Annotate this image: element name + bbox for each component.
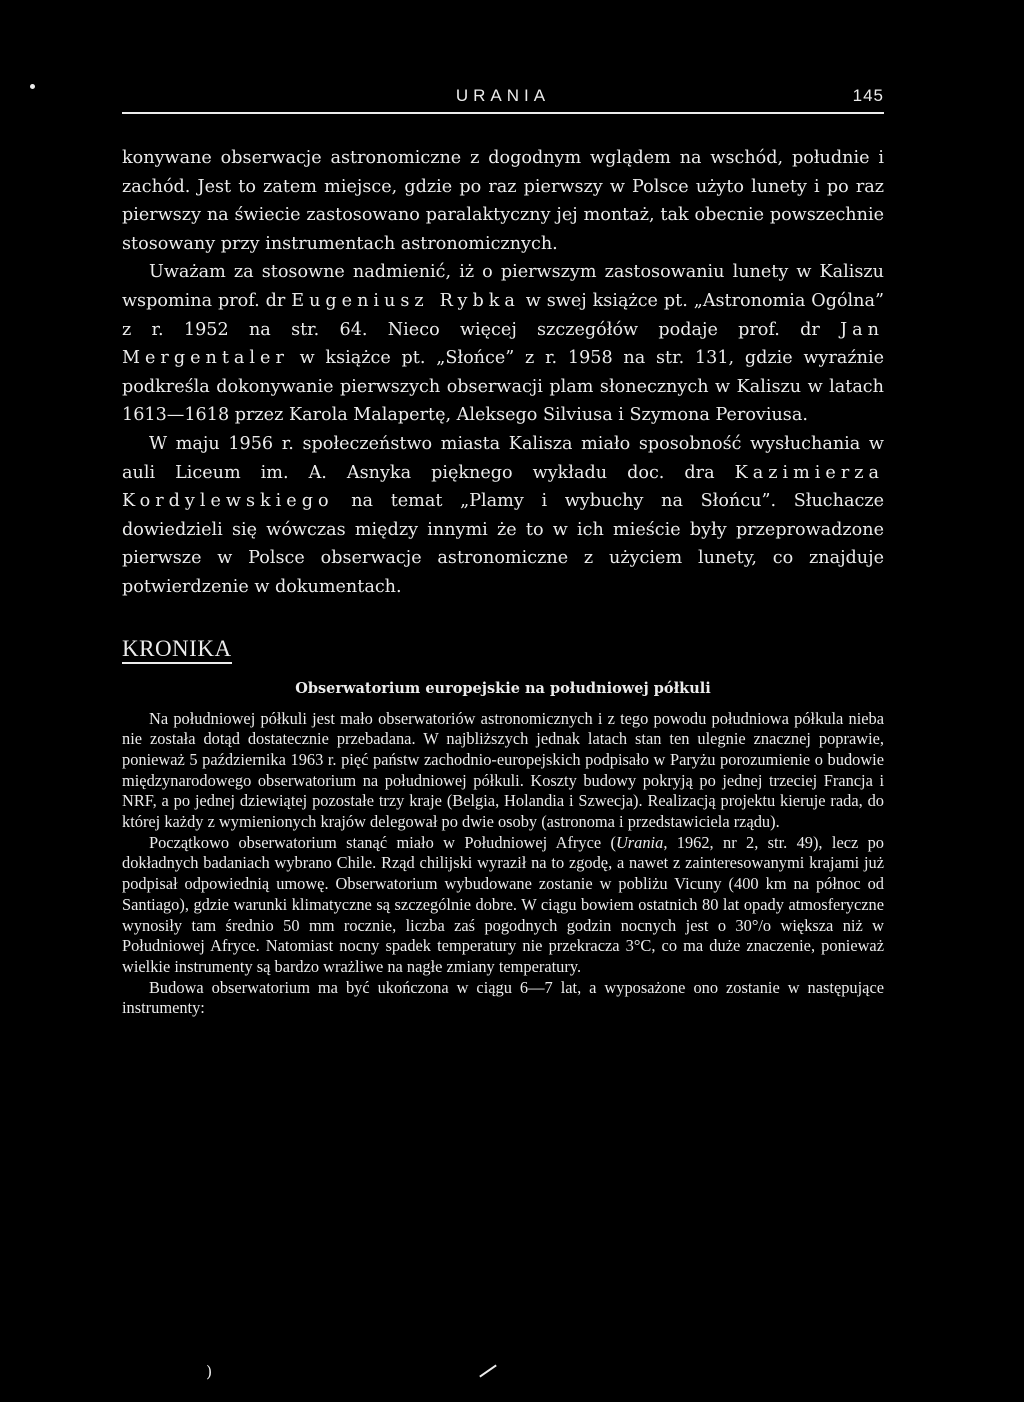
person-name-mergentaler: Jan Mergentaler [122, 319, 884, 369]
paragraph-2-text-a: Uważam za stosowne nadmienić, iż o pierwszym zastosowaniu lunety w Kaliszu wspomina prof. dr [122, 262, 884, 311]
article-continuation [122, 144, 884, 602]
page [122, 86, 884, 1019]
journal-title: URANIA [455, 86, 551, 105]
scan-artifact-glyph: ) [206, 1362, 213, 1381]
paragraph-3 [122, 430, 884, 602]
kronika-paragraph-3: Budowa obserwatorium ma być ukończona w ciągu 6—7 lat, a wyposażone ono zostanie w następujące instrumenty: [122, 977, 884, 1018]
kronika-paragraph-2-text-b: , 1962, nr 2, str. 49), lecz po dokładnych badaniach wybrano Chile. Rząd chilijski wyraził na to zgodę, a nawet z zainteresowanymi krajami już podpisał odpowiednią umowę. Obserwatorium wybudowane zostanie w pobliżu Vicuny (400 km na północ od Santiago), gdzie warunki klimatyczne są szczególnie dobre. W ciągu bowiem ostatnich 80 lat opady atmosferyczne wynosiły tam średnio 50 mm rocznie, liczba zaś pogodnych godzin nocnych jest o 30°/o większa niż w Południowej Afryce. Natomiast nocny spadek temperatury nie przekracza 3°C, co ma duże znaczenie, ponieważ wielkie instrumenty są bardzo wrażliwe na nagłe zmiany temperatury. [122, 832, 885, 976]
paragraph-3-text-a: W maju 1956 r. społeczeństwo miasta Kalisza miało sposobność wysłuchania w auli Liceum im. A. Asnyka pięknego wykładu doc. dra [122, 433, 884, 483]
kronika-paragraph-1: Na południowej półkuli jest mało obserwatoriów astronomicznych i z tego powodu południowa półkula nieba nie została dotąd dostatecznie przebadana. W najbliższych jednak latach stan ten ulegnie znacznej poprawie, ponieważ 5 października 1963 r. pięć państw zachodnio-europejskich podpisało w Paryżu porozumienie o budowie międzynarodowego obserwatorium na południowej półkuli. Koszty budowy pokryją po jednej trzeciej Francja i NRF, a po jednej dziewiątej pozostałe trzy kraje (Belgia, Holandia i Szwecja). Realizacją projektu kieruje rada, do której każdy z wymienionych krajów delegował po dwie osoby (astronoma i przedstawiciela rządu). [122, 708, 884, 832]
kronika-paragraph-2-text-a: Początkowo obserwatorium stanąć miało w Południowej Afryce ( [149, 832, 616, 852]
article-title: Obserwatorium europejskie na południowej półkuli [295, 679, 711, 697]
paragraph-2 [122, 258, 884, 430]
page-number: 145 [852, 86, 884, 105]
paragraph-1: konywane obserwacje astronomiczne z dogodnym wglądem na wschód, południe i zachód. Jest to zatem miejsce, gdzie po raz pierwszy w Polsce użyto lunety i po raz pierwszy na świecie zastosowano paralaktyczny jej montaż, tak obecnie powszechnie stosowany przy instrumentach astronomicznych. [122, 148, 884, 254]
header-rule [122, 112, 884, 114]
paragraph-3-text-b: na temat „Plamy i wybuchy na Słońcu”. Słuchacze dowiedzieli się wówczas między innymi że to w ich mieście były przeprowadzone pierwsze w Polsce obserwacje astronomiczne z użyciem lunety, co znajduje potwierdzenie w dokumentach. [122, 491, 884, 597]
kronika-paragraph-2 [122, 833, 884, 978]
section-heading-text: KRONIKA [122, 636, 232, 664]
paragraph-2-text-b: w swej książce pt. „Astronomia Ogólna” z r. 1952 na str. 64. Nieco więcej szczegółów podaje prof. dr [122, 290, 884, 340]
journal-reference: Urania [615, 832, 664, 852]
person-name-kordylewski: Kazimierza Kordylewskiego [122, 462, 884, 512]
scan-mark [30, 84, 35, 89]
running-header [122, 86, 884, 112]
section-heading [122, 636, 884, 662]
person-name-rybka: Eugeniusz Rybka [291, 290, 520, 311]
paragraph-2-text-c: w książce pt. „Słońce” z r. 1958 na str. 131, gdzie wyraźnie podkreśla dokonywanie pierwszych obserwacji plam słonecznych w Kaliszu w latach 1613—1618 przez Karola Malapertę, Aleksego Silviusa i Szymona Peroviusa. [122, 348, 884, 426]
kronika-article [122, 709, 884, 1020]
scan-artifact-stroke [479, 1364, 497, 1377]
